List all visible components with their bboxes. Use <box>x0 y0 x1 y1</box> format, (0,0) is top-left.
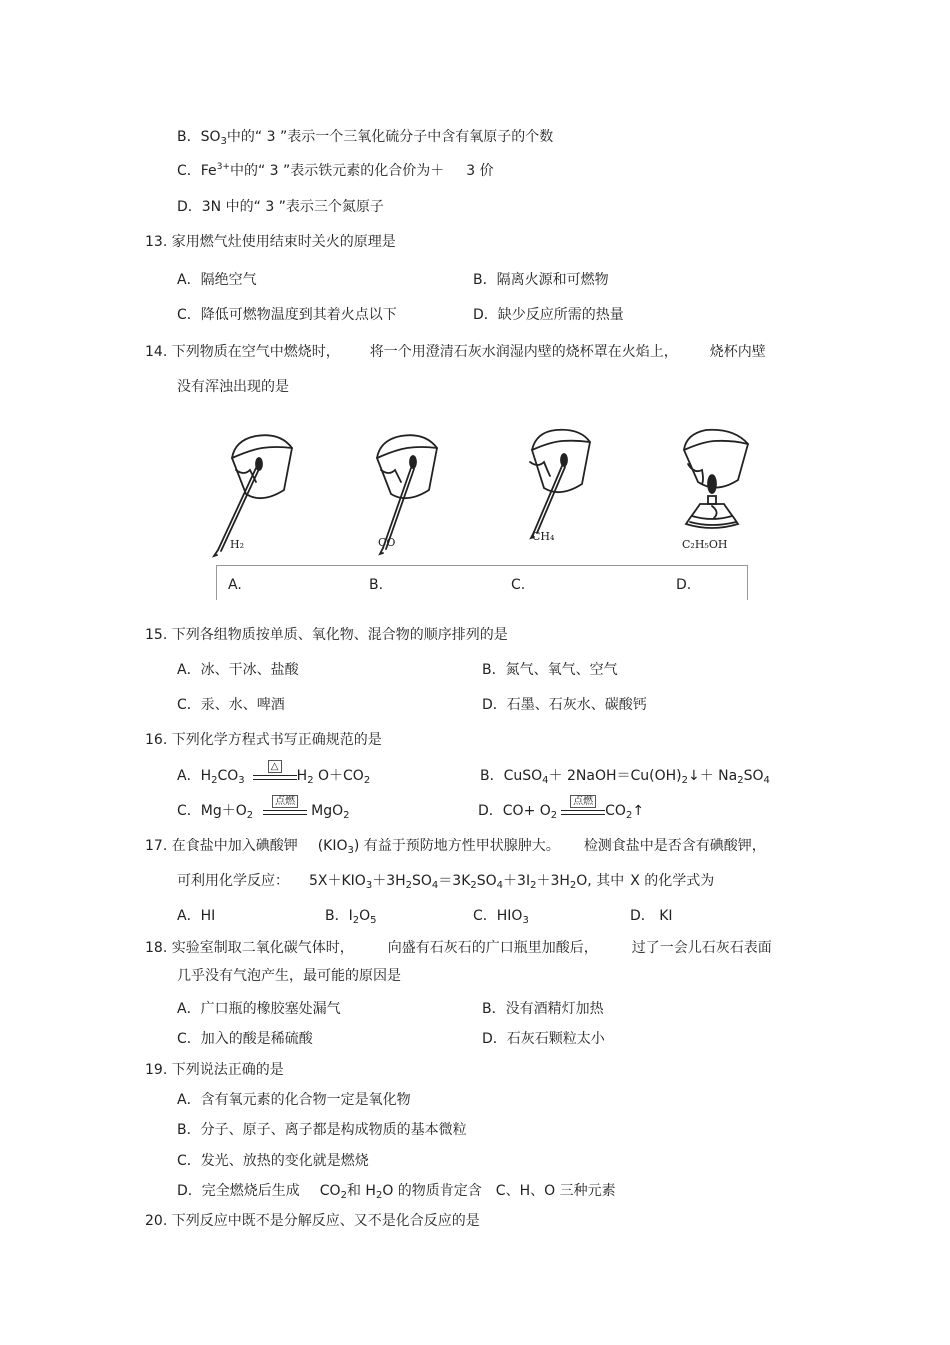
q18-option-d: D．石灰石颗粒太小 <box>482 1031 605 1047</box>
q19-option-b: B．分子、原子、离子都是构成物质的基本微粒 <box>177 1122 467 1138</box>
q17-option-c: C．$HIO_3$ <box>473 908 529 926</box>
q17-stem-line2: 可利用化学反应： $5X+KIO_3+3H_2SO_4=3K_2SO_4+3I_2+3H_2O$, 其中 X 的化学式为 <box>177 873 715 891</box>
fig-label-d: C₂H₅OH <box>682 538 728 551</box>
q16-stem: 16. 下列化学方程式书写正确规范的是 <box>145 732 382 748</box>
caption-b: B. <box>369 577 384 593</box>
q16-option-d: D．$CO+ O_2$ 点燃 $CO_2↑$ <box>478 796 645 821</box>
caption-c: C. <box>511 577 526 593</box>
q13-option-b: B．隔离火源和可燃物 <box>473 272 609 288</box>
q20-stem: 20. 下列反应中既不是分解反应、又不是化合反应的是 <box>145 1213 480 1229</box>
q15-option-b: B．氮气、氧气、空气 <box>482 662 618 678</box>
reaction-arrow-heat: △ <box>253 766 297 786</box>
reaction-arrow-ignite: 点燃 <box>561 801 605 821</box>
q18-option-a: A．广口瓶的橡胶塞处漏气 <box>177 1001 341 1017</box>
q14-stem-line2: 没有浑浊出现的是 <box>177 379 289 395</box>
q19-option-d: D．完全燃烧后生成 $CO_2$和 $H_2O$ 的物质肯定含 C、H、O 三种元素 <box>177 1183 616 1201</box>
fig-label-c: CH₄ <box>532 530 555 543</box>
q18-stem-line2: 几乎没有气泡产生，最可能的原因是 <box>177 968 401 984</box>
q16-option-b: B．CuSO$_4$＋ $2NaOH=Cu(OH)_2↓+ Na_2SO_4$ <box>480 768 770 786</box>
q15-option-c: C．汞、水、啤酒 <box>177 697 285 713</box>
q18-stem: 18. 实验室制取二氧化碳气体时， 向盛有石灰石的广口瓶里加酸后， 过了一会儿石灰石表面 <box>145 940 772 956</box>
q16-option-c: C．$Mg+O_2$ 点燃 MgO$_2$ <box>177 796 350 821</box>
q19-stem: 19. 下列说法正确的是 <box>145 1062 284 1078</box>
fig-label-a: H₂ <box>230 538 245 551</box>
q12-option-b: B．$SO_3$中的“ 3 ”表示一个三氧化硫分子中含有氧原子的个数 <box>177 129 554 147</box>
q15-option-a: A．冰、干冰、盐酸 <box>177 662 299 678</box>
fig-label-b: CO <box>378 536 396 549</box>
caption-a: A. <box>228 577 242 593</box>
q17-option-a: A．HI <box>177 908 216 924</box>
q17-option-d: D． KI <box>630 908 673 924</box>
q18-option-c: C．加入的酸是稀硫酸 <box>177 1031 313 1047</box>
q13-stem: 13. 家用燃气灶使用结束时关火的原理是 <box>145 234 396 250</box>
q13-option-d: D．缺少反应所需的热量 <box>473 307 624 323</box>
reaction-arrow-ignite: 点燃 <box>263 801 307 821</box>
caption-d: D. <box>676 577 692 593</box>
q14-stem: 14. 下列物质在空气中燃烧时， 将一个用澄清石灰水润湿内壁的烧杯罩在火焰上， 烧杯内壁 <box>145 344 766 360</box>
apparatus-c-ch4 <box>530 430 590 538</box>
q18-option-b: B．没有酒精灯加热 <box>482 1001 604 1017</box>
q12-option-c: C．$Fe^{3+}$中的“ 3 ”表示铁元素的化合价为＋ 3 价 <box>177 162 494 179</box>
q13-option-c: C．降低可燃物温度到其着火点以下 <box>177 307 397 323</box>
apparatus-a-h2 <box>214 435 292 556</box>
q12-option-d: D．3N 中的“ 3 ”表示三个氮原子 <box>177 199 384 215</box>
q16-option-a: A．$H_2CO_3$ △ $H_2$ $O+CO_2$ <box>177 761 371 786</box>
apparatus-d-alcohol-lamp <box>684 430 748 528</box>
q15-option-d: D．石墨、石灰水、碳酸钙 <box>482 697 647 713</box>
q13-option-a: A．隔绝空气 <box>177 272 257 288</box>
q19-option-a: A．含有氧元素的化合物一定是氧化物 <box>177 1092 411 1108</box>
q15-stem: 15. 下列各组物质按单质、氧化物、混合物的顺序排列的是 <box>145 627 508 643</box>
figure-caption-box <box>216 565 748 600</box>
q19-option-c: C．发光、放热的变化就是燃烧 <box>177 1153 369 1169</box>
q17-stem: 17. 在食盐中加入碘酸钾 $(KIO_3)$ 有益于预防地方性甲状腺肿大。 检测食盐中是否含有碘酸钾， <box>145 838 766 856</box>
q17-option-b: B．$I_2O_5$ <box>325 908 377 926</box>
